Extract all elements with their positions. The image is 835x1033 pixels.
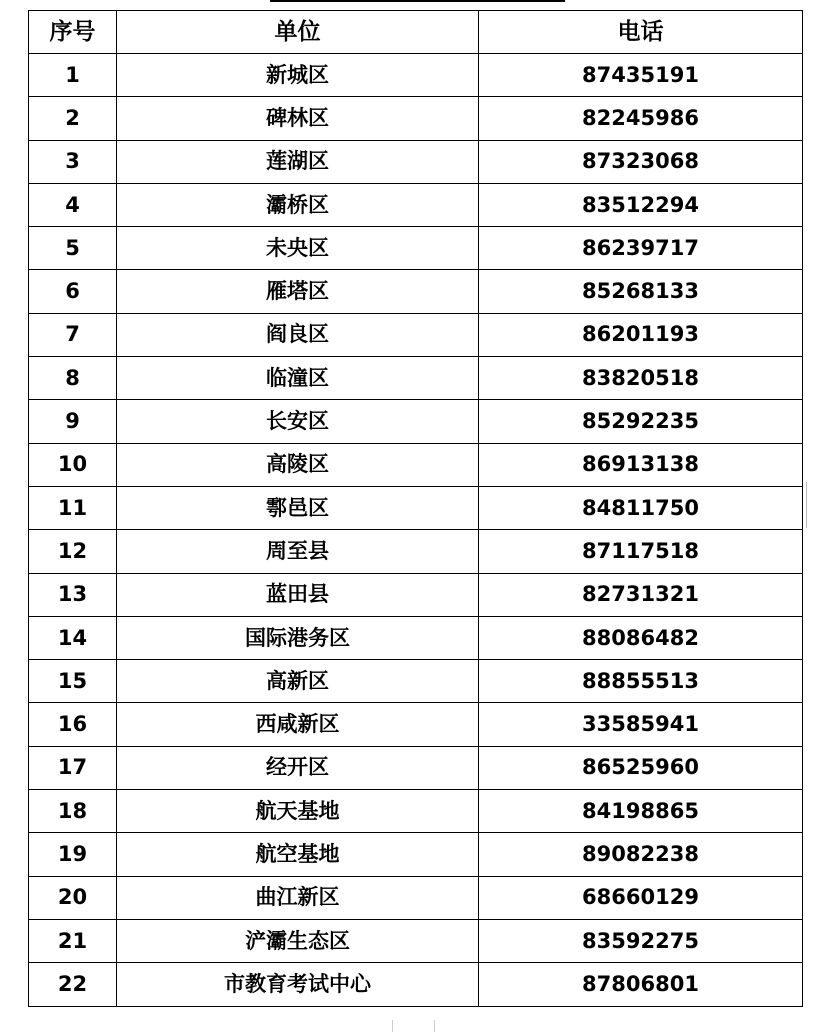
table-row <box>29 573 803 616</box>
cell-unit: 周至县 <box>117 530 479 573</box>
table-row <box>29 227 803 270</box>
cell-phone: 86913138 <box>479 443 803 486</box>
cell-unit: 阎良区 <box>117 313 479 356</box>
cell-phone: 85292235 <box>479 400 803 443</box>
cell-index: 9 <box>29 400 117 443</box>
table-row <box>29 140 803 183</box>
cell-unit: 临潼区 <box>117 357 479 400</box>
table-row <box>29 876 803 919</box>
table-row <box>29 963 803 1006</box>
cell-phone: 83592275 <box>479 919 803 962</box>
table-row <box>29 54 803 97</box>
cell-phone: 82731321 <box>479 573 803 616</box>
cell-index: 6 <box>29 270 117 313</box>
cell-phone: 84811750 <box>479 486 803 529</box>
cell-index: 7 <box>29 313 117 356</box>
cell-index: 12 <box>29 530 117 573</box>
cell-unit: 未央区 <box>117 227 479 270</box>
cell-index: 19 <box>29 833 117 876</box>
table-row <box>29 703 803 746</box>
cell-index: 16 <box>29 703 117 746</box>
cell-unit: 鄠邑区 <box>117 486 479 529</box>
cell-unit: 高陵区 <box>117 443 479 486</box>
edge-mark <box>806 482 807 528</box>
table-row <box>29 530 803 573</box>
cell-unit: 雁塔区 <box>117 270 479 313</box>
cell-unit: 航空基地 <box>117 833 479 876</box>
table-row <box>29 183 803 226</box>
cell-phone: 87435191 <box>479 54 803 97</box>
cell-unit: 长安区 <box>117 400 479 443</box>
contact-table <box>28 10 803 1007</box>
table-row <box>29 443 803 486</box>
cell-index: 1 <box>29 54 117 97</box>
cell-index: 13 <box>29 573 117 616</box>
cell-unit: 碑林区 <box>117 97 479 140</box>
cell-phone: 87323068 <box>479 140 803 183</box>
edge-mark <box>392 1020 393 1032</box>
cell-phone: 89082238 <box>479 833 803 876</box>
cell-unit: 高新区 <box>117 660 479 703</box>
table-row <box>29 486 803 529</box>
cell-index: 2 <box>29 97 117 140</box>
cell-unit: 国际港务区 <box>117 616 479 659</box>
cell-phone: 88855513 <box>479 660 803 703</box>
cell-phone: 83512294 <box>479 183 803 226</box>
cell-index: 4 <box>29 183 117 226</box>
table-row <box>29 616 803 659</box>
cell-index: 17 <box>29 746 117 789</box>
cell-unit: 新城区 <box>117 54 479 97</box>
cell-phone: 87806801 <box>479 963 803 1006</box>
edge-mark <box>434 1020 435 1032</box>
cell-unit: 灞桥区 <box>117 183 479 226</box>
cell-index: 8 <box>29 357 117 400</box>
cell-phone: 68660129 <box>479 876 803 919</box>
table-body <box>29 54 803 1007</box>
table-row <box>29 270 803 313</box>
cell-phone: 84198865 <box>479 790 803 833</box>
cell-index: 21 <box>29 919 117 962</box>
cell-phone: 83820518 <box>479 357 803 400</box>
cell-unit: 航天基地 <box>117 790 479 833</box>
table-row <box>29 313 803 356</box>
cell-unit: 曲江新区 <box>117 876 479 919</box>
cell-unit: 莲湖区 <box>117 140 479 183</box>
cell-index: 20 <box>29 876 117 919</box>
table-row <box>29 660 803 703</box>
top-rule <box>270 0 565 2</box>
cell-unit: 蓝田县 <box>117 573 479 616</box>
cell-index: 11 <box>29 486 117 529</box>
cell-index: 18 <box>29 790 117 833</box>
cell-unit: 市教育考试中心 <box>117 963 479 1006</box>
table-row <box>29 97 803 140</box>
cell-phone: 86201193 <box>479 313 803 356</box>
cell-phone: 86239717 <box>479 227 803 270</box>
cell-phone: 85268133 <box>479 270 803 313</box>
header-phone: 电话 <box>479 11 803 54</box>
cell-unit: 浐灞生态区 <box>117 919 479 962</box>
cell-unit: 西咸新区 <box>117 703 479 746</box>
cell-unit: 经开区 <box>117 746 479 789</box>
table-row <box>29 357 803 400</box>
table-row <box>29 919 803 962</box>
cell-phone: 33585941 <box>479 703 803 746</box>
cell-index: 14 <box>29 616 117 659</box>
cell-index: 22 <box>29 963 117 1006</box>
cell-phone: 82245986 <box>479 97 803 140</box>
cell-phone: 86525960 <box>479 746 803 789</box>
cell-index: 10 <box>29 443 117 486</box>
table-row <box>29 746 803 789</box>
cell-index: 3 <box>29 140 117 183</box>
cell-phone: 87117518 <box>479 530 803 573</box>
table-row <box>29 790 803 833</box>
cell-index: 15 <box>29 660 117 703</box>
cell-index: 5 <box>29 227 117 270</box>
header-index: 序号 <box>29 11 117 54</box>
cell-phone: 88086482 <box>479 616 803 659</box>
table-row <box>29 400 803 443</box>
table-row <box>29 833 803 876</box>
table-header-row <box>29 11 803 54</box>
header-unit: 单位 <box>117 11 479 54</box>
